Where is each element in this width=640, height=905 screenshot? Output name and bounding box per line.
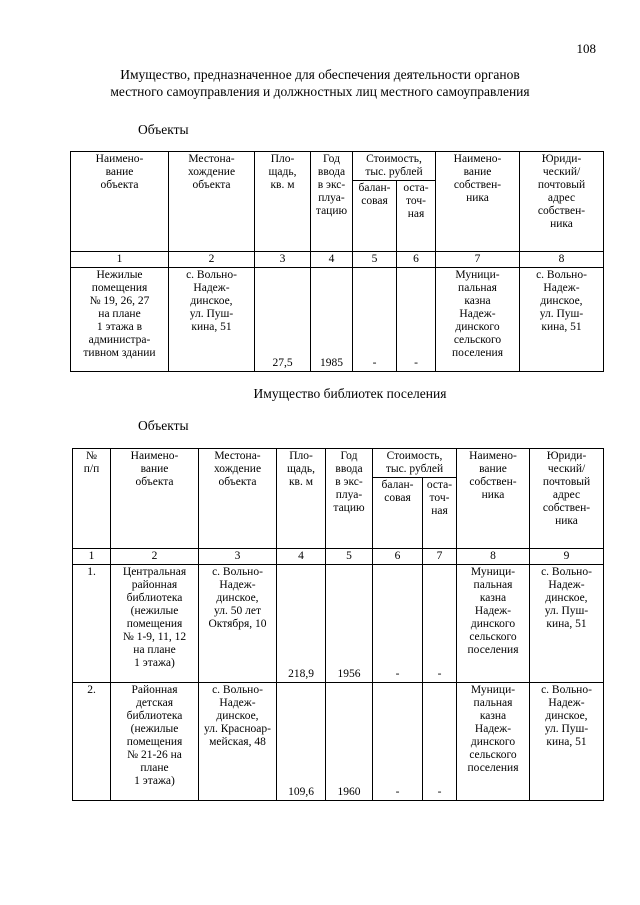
column-number: 3 [199, 549, 277, 565]
cell-line: пальная [473, 697, 513, 709]
cell-line: Наимено- [130, 450, 179, 462]
cell-line: тыс. рублей [365, 166, 423, 178]
column-number: 5 [326, 549, 373, 565]
header-owner [457, 449, 530, 549]
header-year [326, 449, 373, 549]
cell-line: объекта [218, 476, 257, 488]
cell-line: совая [361, 195, 388, 207]
cell-line: Год [323, 153, 340, 165]
cell-line: в экс- [335, 476, 363, 488]
header-location [169, 152, 255, 252]
cell-line: Местона- [188, 153, 235, 165]
cell-line: сельского [469, 749, 517, 761]
cell-address [520, 268, 604, 372]
cell-line: с. Вольно- [541, 684, 592, 696]
cell-balance: - [373, 565, 423, 683]
cell-line: Пло- [289, 450, 313, 462]
cell-line: Муници- [455, 269, 500, 281]
cell-owner [457, 683, 530, 801]
cell-line: поселения [452, 347, 503, 359]
cell-line: Районная [131, 684, 178, 696]
cell-line: Октября, 10 [208, 618, 267, 630]
cell-line: администра- [88, 334, 151, 346]
cell-line: ника [550, 218, 573, 230]
cell-line: Стоимость, [386, 450, 443, 462]
cell-line: Надеж- [459, 308, 496, 320]
cell-line: кина, 51 [546, 736, 587, 748]
cell-line: объекта [135, 476, 174, 488]
header-residual [397, 181, 436, 252]
cell-line: Нежилые [96, 269, 143, 281]
cell-line: Надеж- [474, 605, 512, 617]
cell-line: 1 этажа) [134, 775, 175, 787]
cell-line: Надеж- [548, 579, 585, 591]
cell-line: объекта [100, 179, 139, 191]
cell-area: 218,9 [277, 565, 326, 683]
header-num [73, 449, 111, 549]
cell-line: вание [140, 463, 169, 475]
cell-year: 1960 [326, 683, 373, 801]
cell-location [199, 565, 277, 683]
cell-line: ул. Красноар- [204, 723, 271, 735]
cell-line: сельского [453, 334, 502, 346]
cell-line: поселения [467, 644, 519, 656]
cell-line: вание [463, 166, 492, 178]
cell-line: библиотека [126, 710, 183, 722]
cell-name [71, 268, 169, 372]
cell-line: помещения [126, 736, 183, 748]
cell-line: динское, [540, 295, 583, 307]
title-line: Имущество, предназначенное для обеспечения деятельности органов [120, 67, 520, 82]
header-balance [353, 181, 397, 252]
cell-year: 1985 [311, 268, 353, 372]
cell-year: 1956 [326, 565, 373, 683]
cell-line: вание [479, 463, 507, 475]
cell-line: на плане [98, 308, 141, 320]
cell-residual: - [397, 268, 436, 372]
property-table-admin [70, 151, 604, 372]
cell-line: плуа- [318, 192, 345, 204]
cell-line: тацию [333, 502, 365, 514]
cell-line: балан- [381, 479, 414, 491]
cell-line: собствен- [453, 179, 502, 191]
cell-line: объекта [192, 179, 231, 191]
header-owner [436, 152, 520, 252]
cell-line: плуа- [335, 489, 363, 501]
cell-line: № 19, 26, 27 [89, 295, 150, 307]
column-number: 4 [277, 549, 326, 565]
page-number: 108 [576, 41, 596, 56]
cell-line: ника [481, 489, 505, 501]
cell-line: в экс- [317, 179, 346, 191]
cell-line: тацию [315, 205, 348, 217]
cell-line: с. Вольно- [212, 566, 263, 578]
section2-objects-label: Объекты [138, 418, 189, 433]
header-balance [373, 478, 423, 549]
cell-owner [457, 565, 530, 683]
cell-residual: - [423, 683, 457, 801]
cell-line: на плане [133, 644, 176, 656]
table-row [73, 565, 604, 683]
column-number: 2 [169, 252, 255, 268]
cell-line: Надеж- [548, 697, 585, 709]
cell-line: Надеж- [219, 697, 256, 709]
cell-line: Год [340, 450, 358, 462]
cell-line: динского [470, 736, 516, 748]
cell-line: библиотека [126, 592, 183, 604]
cell-line: (нежилые [130, 723, 179, 735]
cell-line: (нежилые [130, 605, 179, 617]
column-number-row [73, 549, 604, 565]
header-year [311, 152, 353, 252]
cell-line: Надеж- [219, 579, 256, 591]
cell-line: ческий/ [547, 463, 586, 475]
cell-line: адрес [552, 489, 581, 501]
header-address [520, 152, 604, 252]
cell-line: ческий/ [542, 166, 581, 178]
cell-line: тыс. рублей [385, 463, 444, 475]
cell-line: Стоимость, [366, 153, 422, 165]
column-number: 7 [436, 252, 520, 268]
cell-line: кв. м [270, 179, 295, 191]
cell-line: Надеж- [193, 282, 230, 294]
column-number: 8 [520, 252, 604, 268]
cell-line: почтовый [542, 476, 591, 488]
cell-line: № [86, 450, 97, 462]
column-number: 5 [353, 252, 397, 268]
cell-line: собствен- [469, 476, 517, 488]
cell-line: помещения [91, 282, 148, 294]
cell-line: с. Вольно- [212, 684, 263, 696]
column-number: 4 [311, 252, 353, 268]
cell-line: кина, 51 [541, 321, 582, 333]
cell-area: 109,6 [277, 683, 326, 801]
column-number: 6 [397, 252, 436, 268]
cell-line: балан- [358, 182, 391, 194]
table-row [73, 683, 604, 801]
cell-line: плане [140, 762, 169, 774]
column-number: 6 [373, 549, 423, 565]
cell-line: Муници- [470, 566, 516, 578]
cell-line: с. Вольно- [186, 269, 237, 281]
cell-area: 27,5 [255, 268, 311, 372]
cell-line: 1 этажа в [96, 321, 143, 333]
property-table-libraries [72, 448, 604, 801]
column-number: 8 [457, 549, 530, 565]
header-name [111, 449, 199, 549]
column-number: 9 [530, 549, 604, 565]
cell-line: Муници- [470, 684, 516, 696]
section2-title: Имущество библиотек поселения [253, 386, 447, 401]
cell-line: помещения [126, 618, 183, 630]
cell-line: динское, [545, 592, 588, 604]
header-location [199, 449, 277, 549]
cell-line: мейская, 48 [209, 736, 266, 748]
cell-line: Наимено- [453, 153, 502, 165]
cell-line: с. Вольно- [541, 566, 592, 578]
cell-line: ул. Пуш- [544, 605, 589, 617]
section1-objects-label: Объекты [138, 122, 189, 137]
cell-line: казна [479, 710, 507, 722]
column-number: 7 [423, 549, 457, 565]
cell-line: районная [131, 579, 178, 591]
cell-line: ная [431, 505, 448, 517]
cell-address [530, 683, 604, 801]
cell-line: Пло- [270, 153, 295, 165]
cell-name [111, 565, 199, 683]
page-title [70, 66, 570, 100]
column-number: 1 [71, 252, 169, 268]
header-cost [373, 449, 457, 478]
cell-line: собствен- [537, 205, 586, 217]
cell-line: хождение [187, 166, 236, 178]
cell-line: щадь, [287, 463, 315, 475]
cell-address [530, 565, 604, 683]
cell-line: ул. Пуш- [539, 308, 584, 320]
cell-line: сельского [469, 631, 517, 643]
cell-line: казна [464, 295, 491, 307]
header-area [255, 152, 311, 252]
cell-line: ул. Пуш- [544, 723, 589, 735]
cell-line: Центральная [122, 566, 187, 578]
cell-balance: - [353, 268, 397, 372]
cell-line: вание [105, 166, 134, 178]
cell-line: динского [470, 618, 516, 630]
cell-location [199, 683, 277, 801]
cell-line: точ- [406, 195, 426, 207]
column-number: 3 [255, 252, 311, 268]
cell-line: адрес [547, 192, 576, 204]
cell-line: динского [455, 321, 500, 333]
cell-line: почтовый [537, 179, 586, 191]
cell-line: п/п [83, 463, 100, 475]
cell-line: Наимено- [95, 153, 144, 165]
cell-residual: - [423, 565, 457, 683]
cell-line: динское, [216, 710, 259, 722]
cell-name [111, 683, 199, 801]
table-row [71, 268, 604, 372]
column-number-row [71, 252, 604, 268]
title-line: местного самоуправления и должностных лиц местного самоуправления [110, 84, 530, 99]
header-area [277, 449, 326, 549]
cell-line: детская [135, 697, 174, 709]
cell-line: № 1-9, 11, 12 [122, 631, 187, 643]
cell-line: Надеж- [474, 723, 512, 735]
cell-line: оста- [426, 479, 453, 491]
cell-line: кина, 51 [546, 618, 587, 630]
cell-line: точ- [429, 492, 450, 504]
cell-line: ул. 50 лет [214, 605, 261, 617]
cell-line: хождение [213, 463, 262, 475]
cell-location [169, 268, 255, 372]
cell-line: поселения [467, 762, 519, 774]
cell-line: кв. м [288, 476, 314, 488]
cell-line: ника [555, 515, 578, 527]
cell-line: кина, 51 [191, 321, 232, 333]
cell-line: 1 этажа) [134, 657, 175, 669]
column-number: 2 [111, 549, 199, 565]
cell-line: пальная [473, 579, 513, 591]
cell-num: 2. [73, 683, 111, 801]
cell-num: 1. [73, 565, 111, 683]
cell-balance: - [373, 683, 423, 801]
cell-line: ввода [317, 166, 346, 178]
cell-line: собствен- [542, 502, 591, 514]
cell-line: ника [466, 192, 489, 204]
cell-line: совая [384, 492, 411, 504]
cell-line: пальная [458, 282, 497, 294]
cell-line: Юриди- [541, 153, 582, 165]
cell-line: с. Вольно- [536, 269, 587, 281]
cell-line: тивном здании [83, 347, 156, 359]
cell-line: ул. Пуш- [189, 308, 234, 320]
cell-line: динское, [545, 710, 588, 722]
cell-line: динское, [190, 295, 233, 307]
cell-line: ввода [335, 463, 363, 475]
cell-line: казна [479, 592, 507, 604]
cell-line: оста- [403, 182, 429, 194]
cell-line: № 21-26 на [127, 749, 182, 761]
column-number: 1 [73, 549, 111, 565]
cell-line: Местона- [214, 450, 261, 462]
header-cost [353, 152, 436, 181]
cell-line: Юриди- [546, 450, 587, 462]
cell-line: щадь, [268, 166, 297, 178]
header-address [530, 449, 604, 549]
cell-owner [436, 268, 520, 372]
header-name [71, 152, 169, 252]
cell-line: ная [407, 208, 425, 220]
header-residual [423, 478, 457, 549]
cell-line: Наимено- [469, 450, 517, 462]
cell-line: Надеж- [543, 282, 580, 294]
cell-line: динское, [216, 592, 259, 604]
